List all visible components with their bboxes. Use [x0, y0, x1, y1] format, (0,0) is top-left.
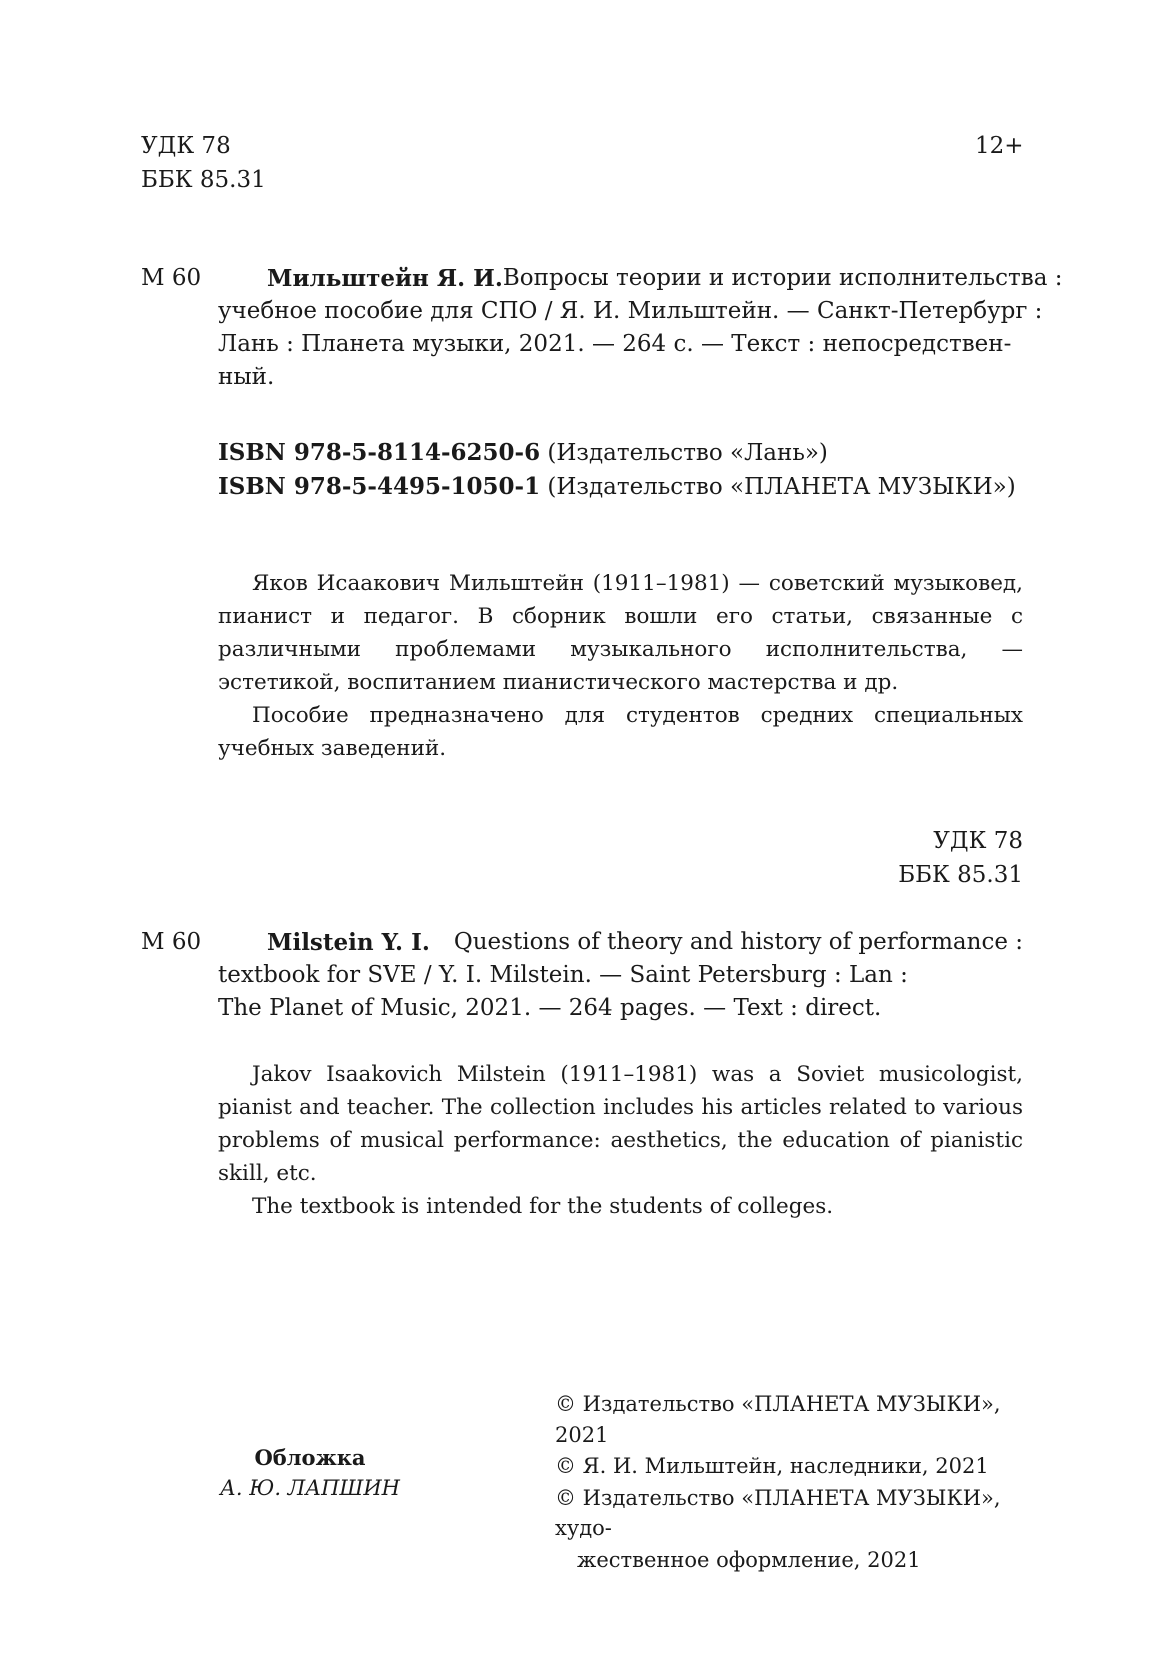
copyright-author: © Я. И. Мильштейн, наследники, 2021	[555, 1454, 989, 1478]
udk-code: УДК 78	[141, 133, 231, 159]
isbn-planet-number: ISBN 978-5-4495-1050-1	[218, 473, 541, 500]
isbn-lan-publisher: (Издательство «Лань»)	[547, 440, 828, 466]
ru-bibliographic-record	[218, 262, 1063, 394]
en-annotation-p2: The textbook is intended for the students of colleges.	[252, 1194, 834, 1219]
ru-record-title: Вопросы теории и истории исполнительства :	[502, 265, 1063, 291]
isbn-lan	[218, 436, 828, 470]
bbk-code: ББК 85.31	[141, 167, 266, 193]
en-bibliographic-record	[218, 926, 1023, 1025]
ru-annotation-p2: Пособие предназначено для студентов средних специальных учебных заведений.	[218, 703, 1023, 761]
copyright-block	[555, 1389, 1030, 1576]
ru-record-line-3: Лань : Планета музыки, 2021. — 264 с. — Текст : непосредствен-	[218, 331, 1012, 357]
ru-record-index: М 60	[141, 265, 202, 291]
en-record-index: М 60	[141, 929, 202, 955]
en-annotation-p1: Jakov Isaakovich Milstein (1911–1981) was a Soviet musicologist, pianist and teacher. The collection includes his articles related to various problems of musical performance: aesthetics, the education of pianistic skill, etc.	[218, 1062, 1023, 1186]
en-record-line-3: The Planet of Music, 2021. — 264 pages. — Text : direct.	[218, 995, 882, 1021]
cover-designer: А. Ю. ЛАПШИН	[220, 1476, 400, 1500]
ru-record-author: Мильштейн Я. И.	[267, 265, 503, 292]
en-record-title: Questions of theory and history of performance :	[453, 929, 1023, 955]
ru-record-line-2: учебное пособие для СПО / Я. И. Мильштейн. — Санкт-Петербург :	[218, 298, 1043, 324]
ru-annotation-p1: Яков Исаакович Мильштейн (1911–1981) — советский музыковед, пианист и педагог. В сборник вошли его статьи, связанные с различными проблемами музыкального исполнительства, — эстетикой, воспитанием пианистического мастерства и др.	[218, 571, 1023, 695]
ru-record-line-4: ный.	[218, 364, 275, 390]
copyright-design-line-2: жественное оформление, 2021	[577, 1547, 921, 1572]
ru-record-line-1	[218, 262, 1063, 295]
age-rating: 12+	[975, 133, 1024, 159]
copyright-design-line-1: © Издательство «ПЛАНЕТА МУЗЫКИ», худо-	[555, 1485, 1001, 1540]
cover-credit	[210, 1443, 410, 1503]
isbn-planet	[218, 470, 1016, 504]
en-annotation	[218, 1058, 1023, 1223]
ru-annotation	[218, 567, 1023, 765]
cover-label: Обложка	[254, 1445, 366, 1470]
en-record-line-2-text: textbook for SVE / Y. I. Milstein. — Saint Petersburg : Lan :	[218, 962, 908, 988]
en-udk-code: УДК 78	[933, 828, 1023, 854]
isbn-lan-number: ISBN 978-5-8114-6250-6	[218, 439, 541, 466]
isbn-planet-publisher: (Издательство «ПЛАНЕТА МУЗЫКИ»)	[547, 474, 1016, 500]
en-record-line-2	[218, 959, 1023, 992]
en-bbk-code: ББК 85.31	[898, 862, 1023, 888]
copyright-planet: © Издательство «ПЛАНЕТА МУЗЫКИ», 2021	[555, 1392, 1001, 1447]
en-record-author: Milstein Y. I.	[267, 929, 430, 956]
en-record-line-1	[218, 926, 1023, 959]
